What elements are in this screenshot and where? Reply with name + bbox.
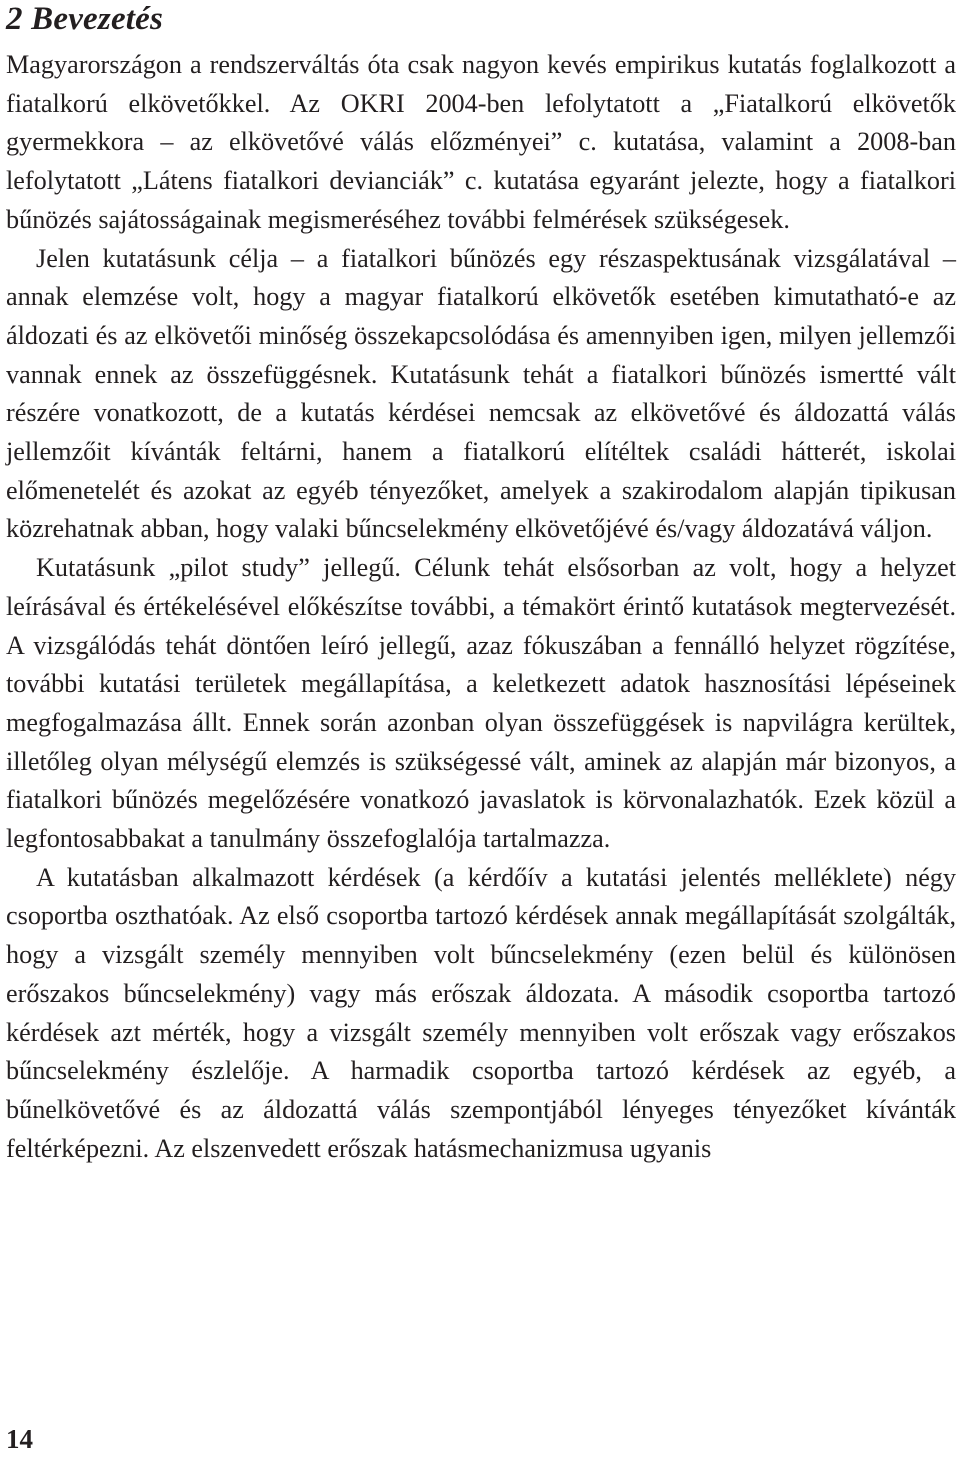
paragraph-4: A kutatásban alkalmazott kérdések (a kérdőív a kutatási jelentés melléklete) négy csoportba oszthatóak. Az első csoportba tartozó kérdések annak megállapítását szolgálták, hogy a vizsgált személy mennyiben volt bűncselekmény (ezen belül és különösen erőszakos bűncselekmény) vagy más erőszak áldozata. A második csoportba tartozó kérdések azt mérték, hogy a vizsgált személy mennyiben volt erőszak vagy erőszakos bűncselekmény észlelője. A harmadik csoportba tartozó kérdések az egyéb, a bűnelkövetővé és az áldozattá válás szempontjából lényeges tényezőket kívánták feltérképezni. Az elszenvedett erőszak hatásmechanizmusa ugyanis: [6, 862, 956, 1163]
paragraph-3: Kutatásunk „pilot study” jellegű. Célunk tehát elsősorban az volt, hogy a helyzet leírásával és értékelésével előkészítse további, a témakört érintő kutatások megtervezését. A vizsgálódás tehát döntően leíró jellegű, azaz fókuszában a fennálló helyzet rögzítése, további kutatási területek megállapítása, a keletkezett adatok hasznosítási lépéseinek megfogalmazása állt. Ennek során azonban olyan összefüggések is napvilágra kerültek, illetőleg olyan mélységű elemzés is szükségessé vált, aminek az alapján már bizonyos, a fiatalkori bűnözés megelőzésére vonatkozó javaslatok is körvonalazhatók. Ezek közül a legfontosabbakat a tanulmány összefoglalója tartalmazza.: [6, 553, 956, 854]
paragraph-1: Magyarországon a rendszerváltás óta csak nagyon kevés empirikus kutatás foglalkozott a fiatalkorú elkövetőkkel. Az OKRI 2004-ben lefolytatott a „Fiatalkorú elkövetők gyermekkora – az elkövetővé válás előzményei” c. kutatása, valamint a 2008-ban lefolytatott „Látens fiatalkori devianciák” c. kutatása egyaránt jelezte, hogy a fiatalkori bűnözés sajátosságainak megismeréséhez további felmérések szükségesek.: [6, 50, 956, 234]
chapter-title: 2 Bevezetés: [6, 1, 164, 37]
page-number: 14: [6, 1424, 33, 1454]
paragraph-2: Jelen kutatásunk célja – a fiatalkori bűnözés egy részaspektusának vizsgálatával – annak elemzése volt, hogy a magyar fiatalkorú elkövetők esetében kimutatható-e az áldozati és az elkövetői minőség összekapcsolódása és amennyiben igen, milyen jellemzői vannak ennek az összefüggésnek. Kutatásunk tehát a fiatalkori bűnözés ismertté vált részére vonatkozott, de a kutatás kérdései nemcsak az elkövetővé és áldozattá válás jellemzőit kívánták feltárni, hanem a fiatalkorú elítéltek családi hátterét, iskolai előmenetelét és azokat az egyéb tényezőket, amelyek a szakirodalom alapján tipikusan közrehatnak abban, hogy valaki bűncselekmény elkövetőjévé és/vagy áldozatává váljon.: [6, 243, 956, 544]
document-page: [6, 0, 956, 1168]
